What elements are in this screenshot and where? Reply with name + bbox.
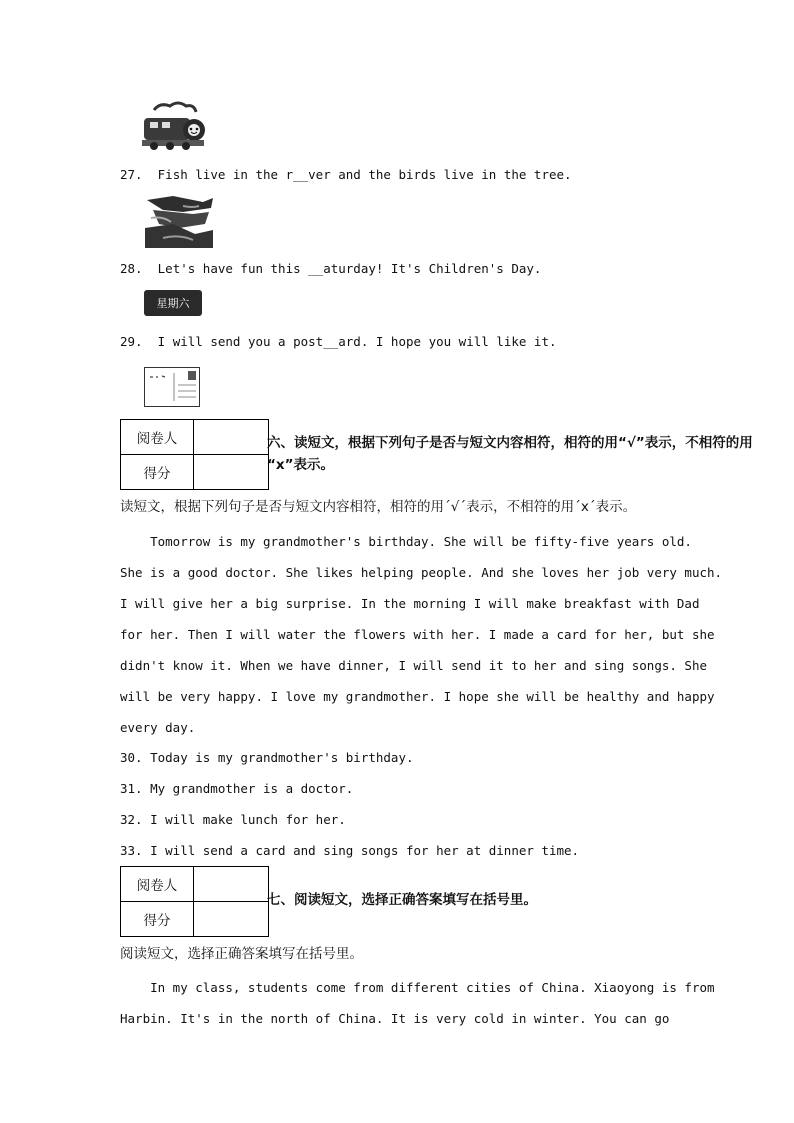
passage-line: didn't know it. When we have dinner, I will send it to her and sing songs. She: [120, 658, 707, 673]
statement-30: 30. Today is my grandmother's birthday.: [120, 750, 414, 765]
passage-line: She is a good doctor. She likes helping people. And she loves her job very much.: [120, 565, 723, 580]
river-picture: [143, 194, 215, 248]
score-cell: [194, 455, 269, 490]
reviewer-cell: [194, 867, 269, 902]
score-table-section-6: [120, 419, 269, 490]
question-29: 29. I will send you a post__ard. I hope you will like it.: [120, 334, 557, 349]
statement-33: 33. I will send a card and sing songs for her at dinner time.: [120, 843, 580, 858]
question-27: 27. Fish live in the r__ver and the birds live in the tree.: [120, 167, 572, 182]
saturday-badge: 星期六: [144, 290, 202, 316]
passage-line: Tomorrow is my grandmother's birthday. She will be fifty-five years old.: [120, 534, 692, 549]
section-7-heading: 七、阅读短文，选择正确答案填写在括号里。: [267, 892, 537, 908]
score-label: 得分: [121, 455, 194, 490]
passage-line: every day.: [120, 720, 196, 735]
train-picture: [140, 100, 208, 152]
reviewer-label: 阅卷人: [121, 420, 194, 455]
section-7-instruction: 阅读短文，选择正确答案填写在括号里。: [120, 946, 363, 962]
passage-line: Harbin. It's in the north of China. It is very cold in winter. You can go: [120, 1011, 670, 1026]
score-table-section-7: [120, 866, 269, 937]
score-cell: [194, 902, 269, 937]
question-28: 28. Let's have fun this __aturday! It's Children's Day.: [120, 261, 542, 276]
reviewer-cell: [194, 420, 269, 455]
passage-line: for her. Then I will water the flowers with her. I made a card for her, but she: [120, 627, 715, 642]
section-6-heading: 六、读短文，根据下列句子是否与短文内容相符，相符的用“√”表示，不相符的用 “x”表示。: [267, 435, 753, 473]
reviewer-label: 阅卷人: [121, 867, 194, 902]
postcard-picture: [144, 367, 200, 407]
score-label: 得分: [121, 902, 194, 937]
passage-line: will be very happy. I love my grandmother. I hope she will be healthy and happy: [120, 689, 715, 704]
passage-line: In my class, students come from different cities of China. Xiaoyong is from: [120, 980, 715, 995]
statement-32: 32. I will make lunch for her.: [120, 812, 346, 827]
section-6-instruction: 读短文，根据下列句子是否与短文内容相符，相符的用ˊ√ˊ表示，不相符的用ˊxˊ表示。: [120, 499, 637, 515]
passage-line: I will give her a big surprise. In the morning I will make breakfast with Dad: [120, 596, 700, 611]
statement-31: 31. My grandmother is a doctor.: [120, 781, 354, 796]
